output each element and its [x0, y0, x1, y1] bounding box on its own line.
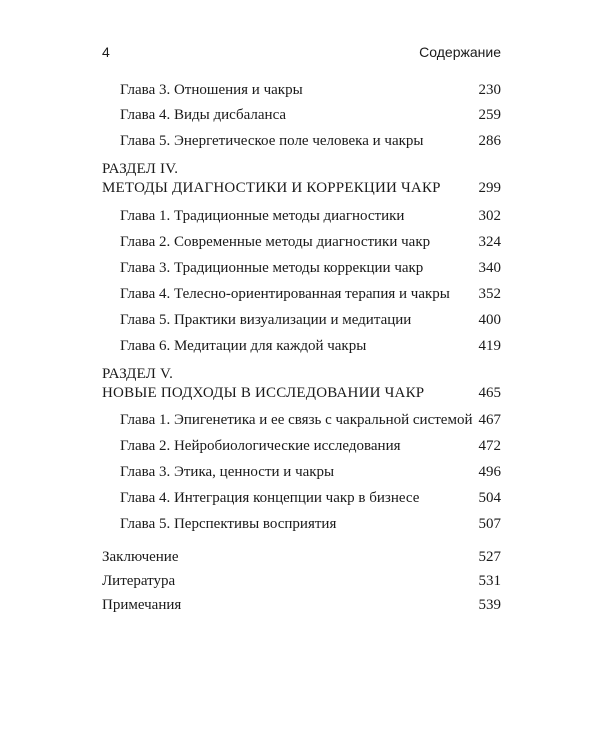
toc-entry-label: Глава 5. Перспективы восприятия [120, 516, 337, 532]
toc-entry[interactable] [0, 283, 600, 305]
toc-entry-page: 230 [478, 82, 501, 98]
toc-entry-label: Глава 4. Интеграция концепции чакр в бизнесе [120, 490, 420, 506]
toc-entry[interactable] [0, 435, 600, 457]
toc-entry[interactable] [0, 513, 600, 535]
toc-entry[interactable] [0, 594, 600, 616]
toc-entry-label: Глава 6. Медитации для каждой чакры [120, 338, 367, 354]
section-title: НОВЫЕ ПОДХОДЫ В ИССЛЕДОВАНИИ ЧАКР [102, 385, 425, 401]
toc-entry-page: 286 [478, 133, 501, 149]
toc-entry-page: 419 [478, 338, 501, 354]
running-title: Содержание [419, 44, 501, 60]
toc-entry-page: 465 [478, 385, 501, 401]
toc-entry-page: 299 [478, 180, 501, 196]
toc-entry-label: Глава 3. Традиционные методы коррекции чакр [120, 260, 424, 276]
toc-entry-label: Заключение [102, 549, 179, 565]
toc-entry-page: 531 [478, 573, 501, 589]
toc-entry[interactable] [0, 205, 600, 227]
section-number: РАЗДЕЛ IV. [102, 161, 179, 177]
toc-entry[interactable] [0, 130, 600, 152]
toc-entry-page: 496 [478, 464, 501, 480]
toc-entry[interactable] [0, 570, 600, 592]
toc-entry-page: 259 [478, 107, 501, 123]
toc-entry[interactable] [0, 231, 600, 253]
toc-entry-page: 302 [478, 208, 501, 224]
toc-entry-label: Глава 4. Телесно-ориентированная терапия и чакры [120, 286, 450, 302]
toc-entry[interactable] [0, 104, 600, 126]
toc-entry-page: 504 [478, 490, 501, 506]
toc-entry-page: 539 [478, 597, 501, 613]
toc-entry-label: Примечания [102, 597, 182, 613]
page-number: 4 [102, 44, 110, 60]
toc-entry[interactable] [0, 461, 600, 483]
toc-entry-label: Глава 2. Нейробиологические исследования [120, 438, 401, 454]
toc-entry-label: Глава 5. Практики визуализации и медитации [120, 312, 412, 328]
toc-entry-page: 472 [478, 438, 501, 454]
toc-entry-label: Глава 3. Этика, ценности и чакры [120, 464, 335, 480]
section-number: РАЗДЕЛ V. [102, 366, 174, 382]
toc-entry-page: 507 [478, 516, 501, 532]
toc-entry-page: 527 [478, 549, 501, 565]
toc-entry[interactable] [0, 79, 600, 101]
toc-entry-label: Глава 4. Виды дисбаланса [120, 107, 287, 123]
toc-entry-label: Глава 5. Энергетическое поле человека и чакры [120, 133, 424, 149]
toc-entry-page: 467 [478, 412, 501, 428]
toc-entry-page: 400 [478, 312, 501, 328]
toc-entry[interactable] [0, 335, 600, 357]
toc-entry[interactable] [0, 309, 600, 331]
toc-entry-page: 324 [478, 234, 501, 250]
toc-section-entry[interactable] [0, 382, 600, 404]
toc-entry-label: Литература [102, 573, 176, 589]
toc-entry-label: Глава 1. Традиционные методы диагностики [120, 208, 405, 224]
toc-entry-label: Глава 2. Современные методы диагностики чакр [120, 234, 431, 250]
toc-entry-page: 340 [478, 260, 501, 276]
toc-entry-label: Глава 3. Отношения и чакры [120, 82, 303, 98]
toc-entry-label: Глава 1. Эпигенетика и ее связь с чакральной системой [120, 412, 473, 428]
toc-entry[interactable] [0, 487, 600, 509]
toc-entry[interactable] [0, 257, 600, 279]
toc-entry-page: 352 [478, 286, 501, 302]
section-title: МЕТОДЫ ДИАГНОСТИКИ И КОРРЕКЦИИ ЧАКР [102, 180, 441, 196]
toc-section-entry[interactable] [0, 177, 600, 199]
toc-entry[interactable] [0, 546, 600, 568]
toc-entry[interactable] [0, 409, 600, 431]
